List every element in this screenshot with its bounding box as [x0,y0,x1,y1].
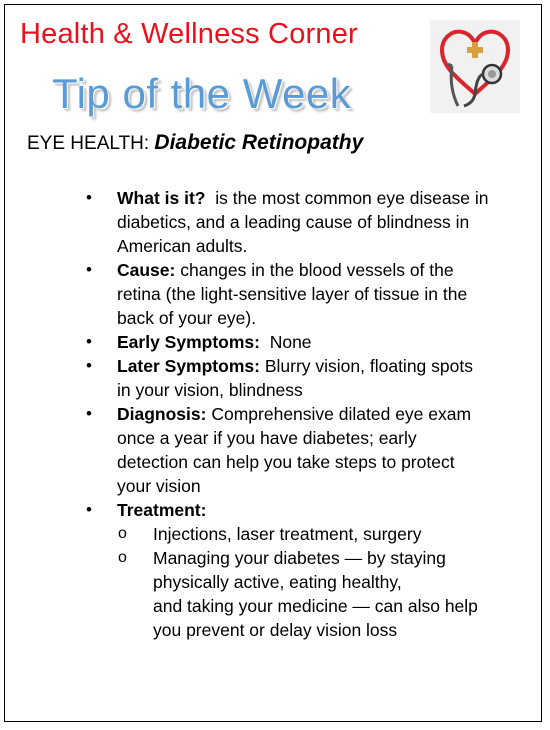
circle-bullet-icon: o [118,525,127,542]
item-label: Early Symptoms: [117,332,260,352]
item-text: is the most common eye disease in [215,188,489,208]
item-text: in your vision, blindness [117,380,303,400]
heart-stethoscope-icon [430,20,520,113]
page-title: Health & Wellness Corner [20,18,358,50]
item-label: Diagnosis: [117,404,207,424]
sub-item-text: and taking your medicine — can also help [153,596,478,616]
page-subtitle: Tip of the Week [52,70,352,117]
topic-heading [27,131,363,155]
circle-bullet-icon: o [118,549,127,566]
list-item [83,258,528,330]
item-text: Blurry vision, floating spots [264,356,473,376]
item-text: your vision [117,476,201,496]
item-text: retina (the light-sensitive layer of tissue in the [117,284,468,304]
topic-name: Diabetic Retinopathy [154,131,364,154]
list-item [83,186,528,258]
bullet-icon: • [86,404,92,423]
sub-list-item [117,522,528,546]
item-label: Cause: [117,260,176,280]
bullet-icon: • [86,332,92,351]
item-label: Treatment: [117,500,207,520]
item-label: Later Symptoms: [117,356,260,376]
list-item [83,402,528,498]
bullet-icon: • [86,188,92,207]
item-text: diabetics, and a leading cause of blindness in [117,212,470,232]
bullet-icon: • [86,500,92,519]
item-text: detection can help you take steps to protect [117,452,455,472]
topic-prefix: EYE HEALTH: [27,133,155,154]
item-text: Comprehensive dilated eye exam [211,404,472,424]
list-item [83,330,528,354]
treatment-sublist [117,522,528,642]
bullet-icon: • [86,356,92,375]
item-text: changes in the blood vessels of the [180,260,454,280]
tips-list [83,186,528,642]
item-text: None [269,332,312,352]
sub-item-text: Managing your diabetes — by staying [153,548,446,568]
bullet-icon: • [86,260,92,279]
list-item [83,498,528,642]
list-item [83,354,528,402]
sub-item-text: Injections, laser treatment, surgery [153,524,422,544]
item-text: American adults. [117,236,248,256]
item-label: What is it? [117,188,206,208]
sub-list-item [117,546,528,642]
sub-item-text: physically active, eating healthy, [153,572,402,592]
item-text: back of your eye). [117,308,257,328]
sub-item-text: you prevent or delay vision loss [153,620,398,640]
item-text: once a year if you have diabetes; early [117,428,417,448]
